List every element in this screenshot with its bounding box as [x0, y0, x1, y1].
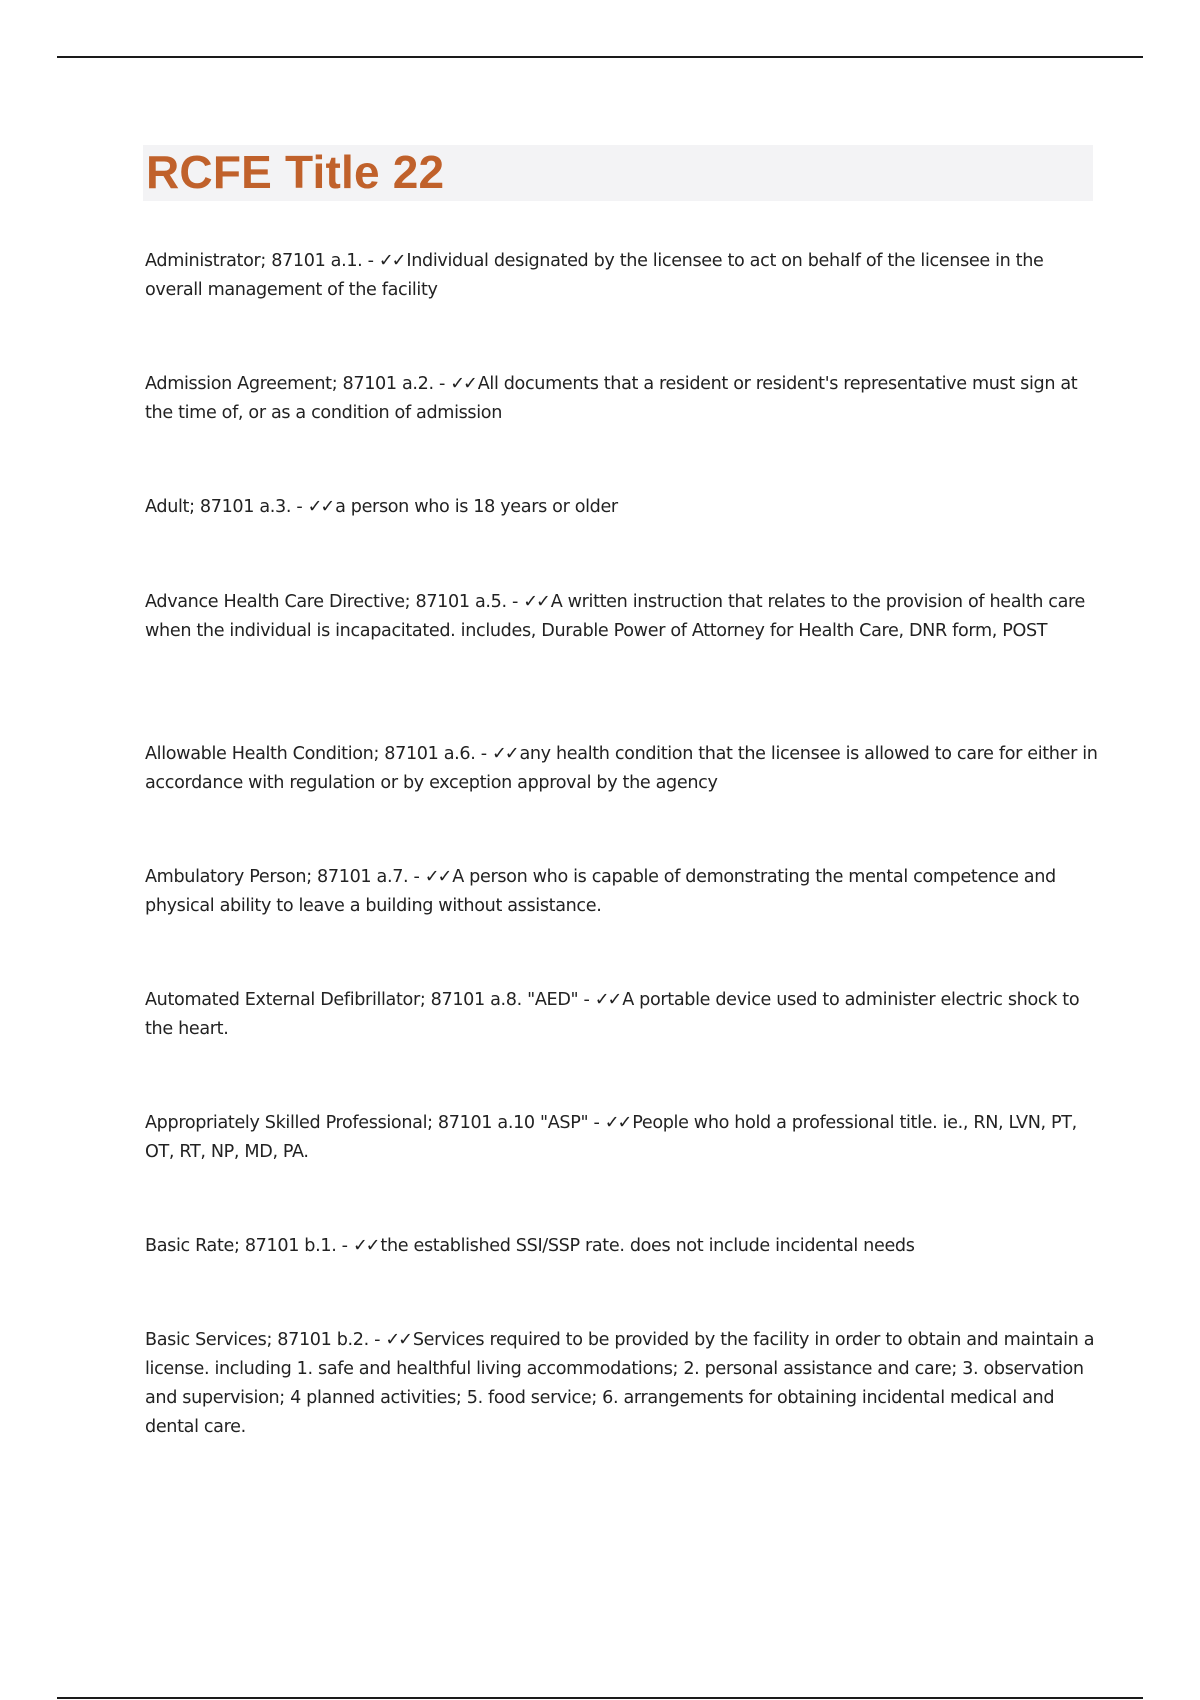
- entry-definition: the established SSI/SSP rate. does not include incidental needs: [380, 1236, 915, 1256]
- entry-definition: A person who is capable of demonstrating the mental competence and physical ability to leave a building without assistance.: [145, 867, 1056, 916]
- entry-term: Administrator; 87101 a.1. -: [145, 251, 379, 271]
- entry-definition: People who hold a professional title. ie., RN, LVN, PT, OT, RT, NP, MD, PA.: [145, 1113, 1077, 1162]
- entry-definition: any health condition that the licensee is allowed to care for either in accordance with regulation or by exception approval by the agency: [145, 744, 1098, 793]
- definition-entry: [145, 370, 1100, 428]
- entry-term: Appropriately Skilled Professional; 87101 a.10 "ASP" -: [145, 1113, 605, 1133]
- double-check-icon: ✓✓: [352, 1236, 379, 1256]
- double-check-icon: ✓✓: [307, 497, 334, 517]
- definition-entry: [145, 986, 1100, 1044]
- definition-entry: [145, 1109, 1100, 1167]
- entry-term: Basic Rate; 87101 b.1. -: [145, 1236, 353, 1256]
- definition-entry: [145, 247, 1100, 305]
- entry-term: Adult; 87101 a.3. -: [145, 497, 308, 517]
- entry-definition: Individual designated by the licensee to act on behalf of the licensee in the overall management of the facility: [145, 251, 1044, 300]
- entry-definition: A portable device used to administer electric shock to the heart.: [145, 990, 1080, 1039]
- double-check-icon: ✓✓: [378, 251, 405, 271]
- entry-term: Ambulatory Person; 87101 a.7. -: [145, 867, 425, 887]
- entry-definition: a person who is 18 years or older: [335, 497, 618, 517]
- double-check-icon: ✓✓: [594, 990, 621, 1010]
- double-check-icon: ✓✓: [450, 374, 476, 394]
- entry-definition: All documents that a resident or resident's representative must sign at the time of, or as a condition of admission: [145, 374, 1078, 423]
- definition-entry: [145, 740, 1100, 798]
- entry-term: Basic Services; 87101 b.2. -: [145, 1330, 386, 1350]
- entry-term: Automated External Defibrillator; 87101 a.8. "AED" -: [145, 990, 595, 1010]
- definition-entry: [145, 588, 1100, 646]
- entry-term: Admission Agreement; 87101 a.2. -: [145, 374, 451, 394]
- entry-term: Advance Health Care Directive; 87101 a.5. -: [145, 592, 524, 612]
- entry-term: Allowable Health Condition; 87101 a.6. -: [145, 744, 492, 764]
- bottom-rule: [57, 1697, 1143, 1699]
- definition-entry: [145, 863, 1100, 921]
- double-check-icon: ✓✓: [491, 744, 518, 764]
- entry-definition: Services required to be provided by the facility in order to obtain and maintain a license. including 1. safe and healthful living accommodations; 2. personal assistance and care; 3. observation and supervision; 4 planned activities; 5. food service; 6. arrangements for obtaining incidental medical and dental care.: [145, 1330, 1095, 1437]
- page-title: RCFE Title 22: [146, 146, 445, 198]
- double-check-icon: ✓✓: [604, 1113, 631, 1133]
- definition-entry: [145, 493, 1100, 522]
- definition-entry: [145, 1326, 1100, 1442]
- double-check-icon: ✓✓: [385, 1330, 411, 1350]
- double-check-icon: ✓✓: [424, 867, 451, 887]
- entry-definition: A written instruction that relates to the provision of health care when the individual is incapacitated. includes, Durable Power of Attorney for Health Care, DNR form, POST: [145, 592, 1086, 641]
- definition-entry: [145, 1232, 1100, 1261]
- double-check-icon: ✓✓: [523, 592, 549, 612]
- top-rule: [57, 56, 1143, 58]
